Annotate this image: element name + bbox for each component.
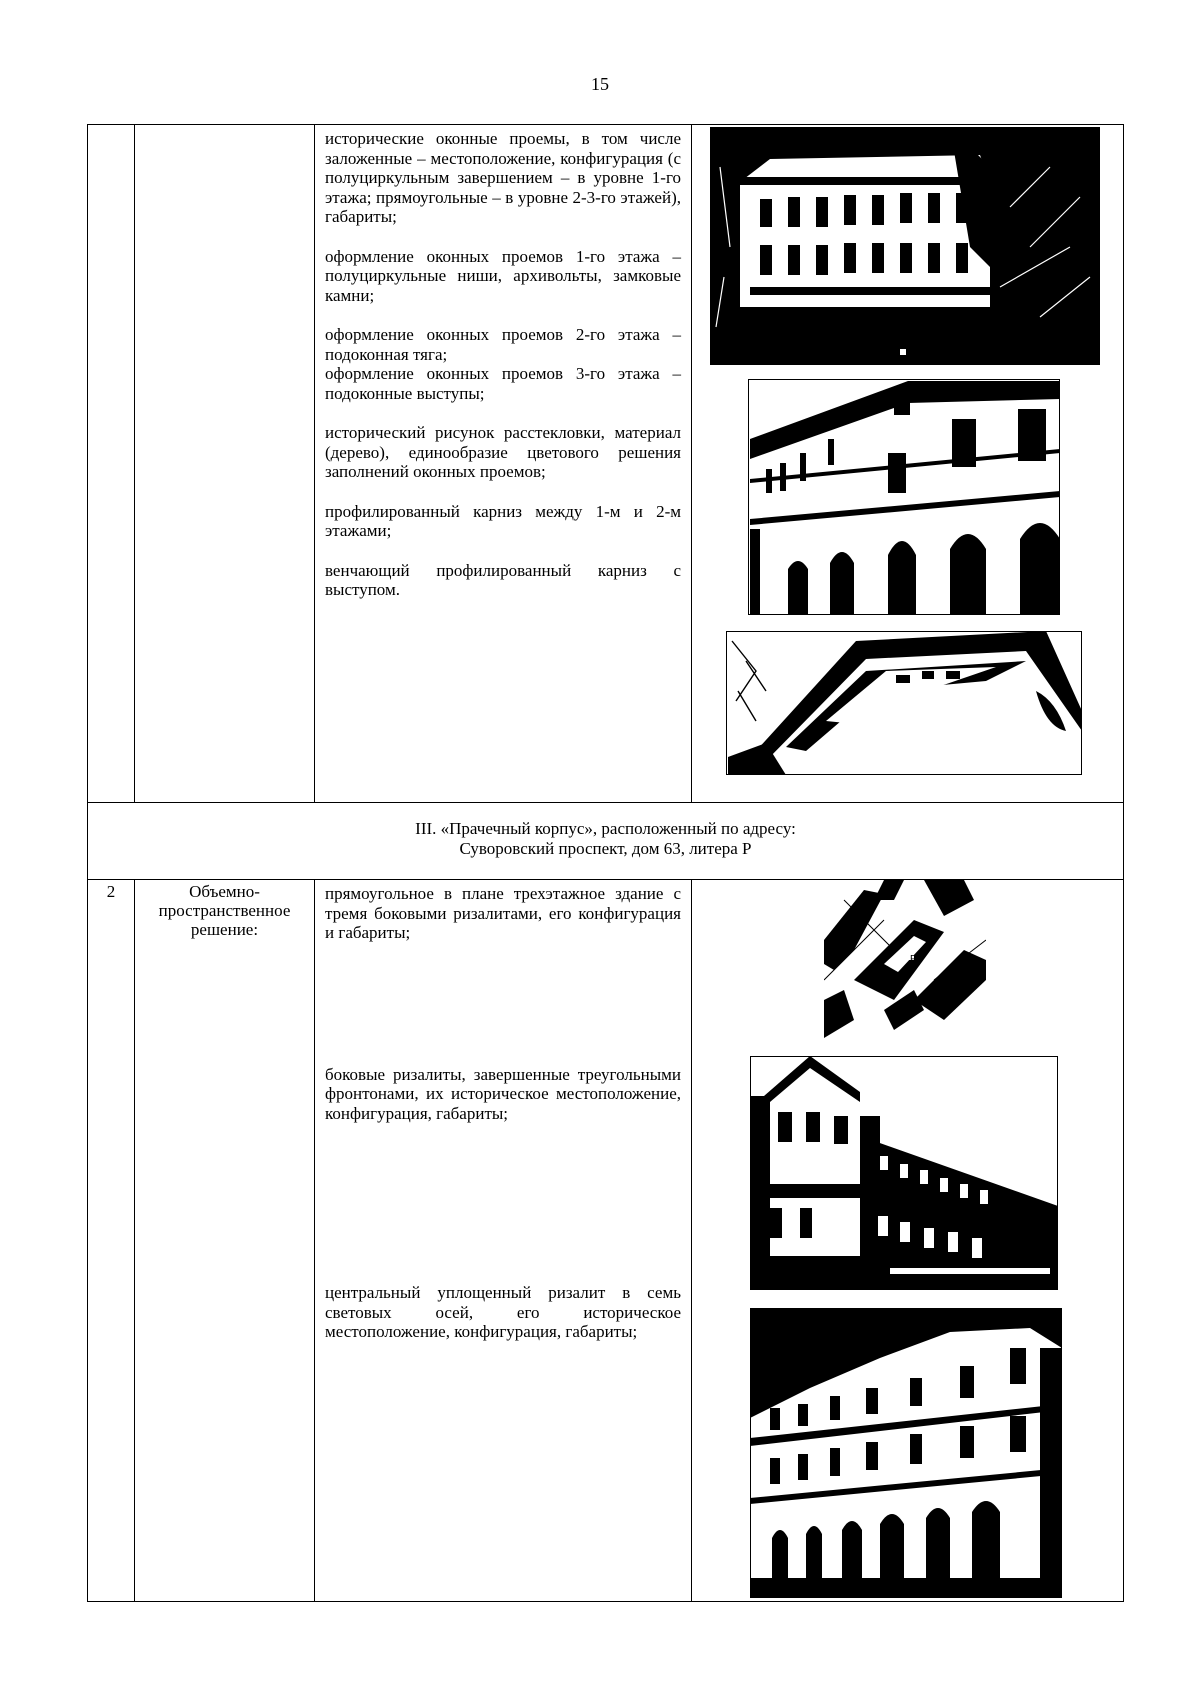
description-paragraph: венчающий профилированный карниз с выступом.	[325, 560, 681, 599]
section-heading	[88, 803, 1124, 880]
table-row	[88, 125, 1124, 803]
document-table	[87, 124, 1124, 1602]
section-row	[88, 803, 1124, 880]
facade-photo-trees	[710, 127, 1100, 365]
description-paragraph: исторические оконные проемы, в том числе заложенные – местоположение, конфигурация (с полуциркульным завершением – в уровне 1-го этажа; прямоугольные – в уровне 2-3-го этажей), габариты;	[325, 129, 681, 226]
description-paragraph: оформление оконных проемов 1-го этажа – полуциркульные ниши, архивольты, замковые камни;	[325, 246, 681, 305]
description-paragraph: прямоугольное в плане трехэтажное здание с тремя боковыми ризалитами, его конфигурация и габариты;	[325, 884, 681, 942]
site-plan-map	[824, 880, 986, 1038]
cornice-photo-corner	[726, 631, 1082, 775]
label-cell: Объемно-пространственное решение:	[135, 880, 315, 1602]
description-paragraph: оформление оконных проемов 2-го этажа – подоконная тяга; оформление оконных проемов 3-го этажа – подоконные выступы;	[325, 325, 681, 403]
page-number: 15	[591, 74, 609, 94]
section-heading-line: III. «Прачечный корпус», расположенный по адресу:	[415, 819, 796, 838]
section-heading-line: Суворовский проспект, дом 63, литера Р	[459, 839, 752, 858]
description-paragraph: профилированный карниз между 1-м и 2-м этажами;	[325, 501, 681, 540]
table-row	[88, 880, 1124, 1602]
description-cell	[315, 880, 692, 1602]
description-paragraph: боковые ризалиты, завершенные треугольными фронтонами, их историческое местоположение, конфигурация, габариты;	[325, 1064, 681, 1123]
photo-cell	[692, 880, 1124, 1602]
description-paragraph: центральный уплощенный ризалит в семь световых осей, его историческое местоположение, конфигурация, габариты;	[325, 1283, 681, 1341]
svg-text:Р: Р	[910, 954, 917, 965]
label-cell	[135, 125, 315, 803]
number-cell: 2	[88, 880, 135, 1602]
facade-photo-arched-windows	[748, 379, 1060, 615]
description-paragraph: исторический рисунок расстекловки, материал (дерево), единообразие цветового решения заполнений оконных проемов;	[325, 423, 681, 481]
number-cell	[88, 125, 135, 803]
central-risalit-facade-photo	[750, 1308, 1062, 1598]
description-cell	[315, 125, 692, 803]
side-risalit-pediment-photo	[750, 1056, 1058, 1290]
photo-cell	[692, 125, 1124, 803]
